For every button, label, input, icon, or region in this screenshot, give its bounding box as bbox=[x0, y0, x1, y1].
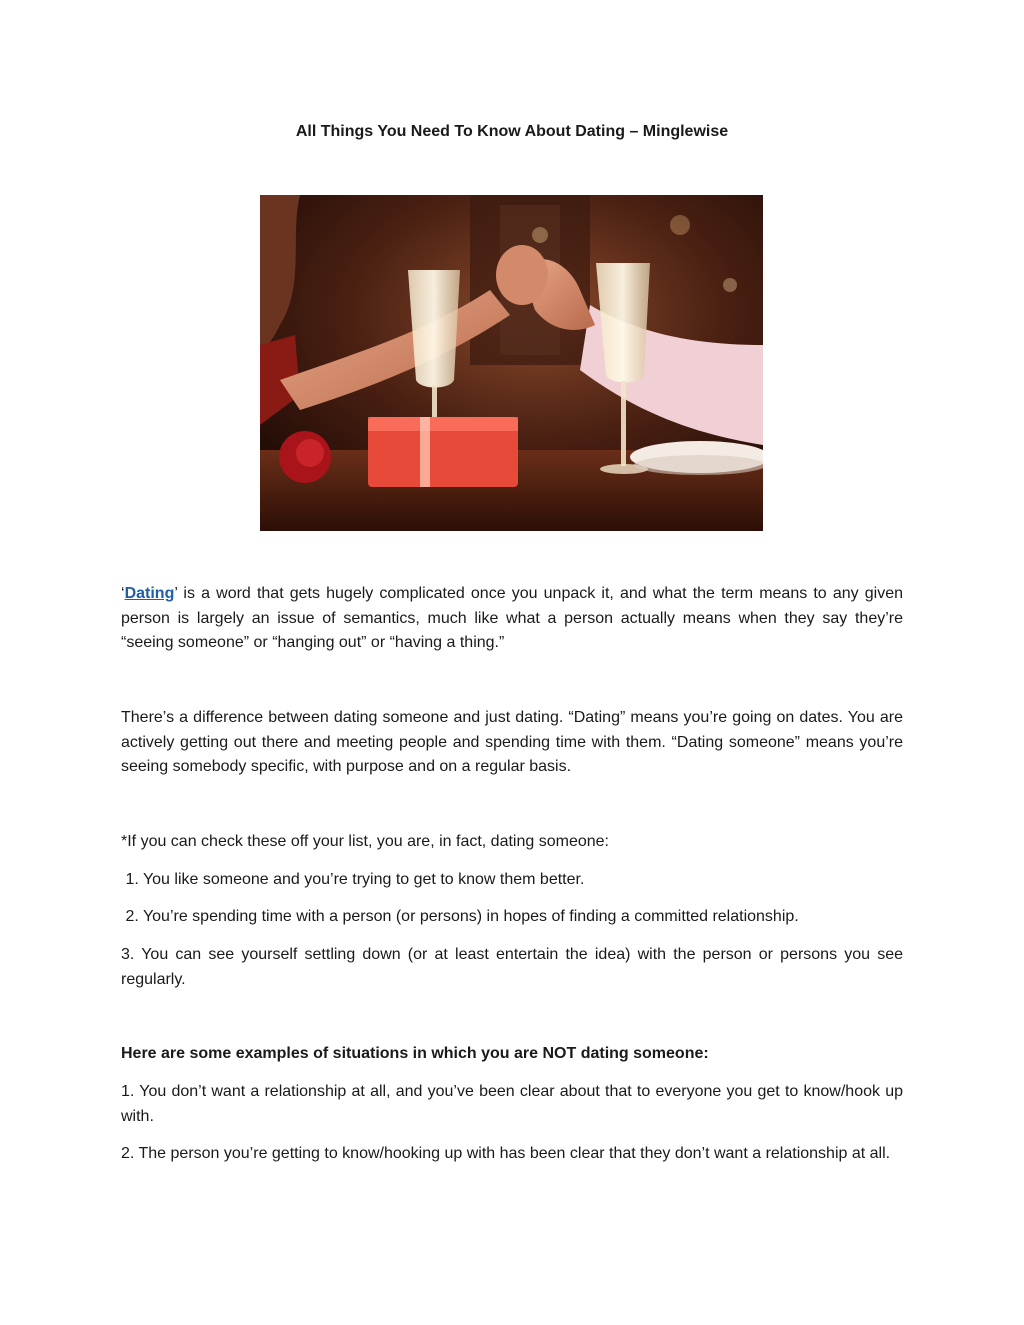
not-dating-item-2: 2. The person you’re getting to know/hooking up with has been clear that they don’t want a relationship at all. bbox=[121, 1145, 891, 1162]
document-title: All Things You Need To Know About Dating – Minglewise bbox=[295, 123, 729, 140]
photo-illustration bbox=[260, 195, 763, 531]
checklist-item-1: 1. You like someone and you’re trying to get to know them better. bbox=[121, 871, 585, 888]
not-dating-item-1: 1. You don’t want a relationship at all, and you’ve been clear about that to everyone you get to know/hook up with. bbox=[121, 1083, 903, 1125]
open-quote: ‘ bbox=[121, 585, 125, 602]
difference-paragraph: There’s a difference between dating someone and just dating. “Dating” means you’re going on dates. You are actively getting out there and meeting people and spending time with them. “Dating someone” means you’re seeing somebody specific, with purpose and on a regular basis. bbox=[121, 709, 903, 775]
checklist-item-2: 2. You’re spending time with a person (or persons) in hopes of finding a committed relationship. bbox=[121, 908, 799, 925]
couple-holding-hands-photo bbox=[260, 195, 763, 531]
not-dating-heading: Here are some examples of situations in which you are NOT dating someone: bbox=[121, 1045, 709, 1062]
intro-paragraph bbox=[121, 582, 903, 656]
checklist-item-3: 3. You can see yourself settling down (or at least entertain the idea) with the person or persons you see regularly. bbox=[121, 946, 903, 988]
checklist-intro: *If you can check these off your list, you are, in fact, dating someone: bbox=[121, 833, 609, 850]
intro-text: ’ is a word that gets hugely complicated once you unpack it, and what the term means to any given person is largely an issue of semantics, much like what a person actually means when they say they’re “seeing someone” or “hanging out” or “having a thing.” bbox=[121, 585, 903, 651]
dating-link[interactable]: Dating bbox=[124, 585, 175, 602]
